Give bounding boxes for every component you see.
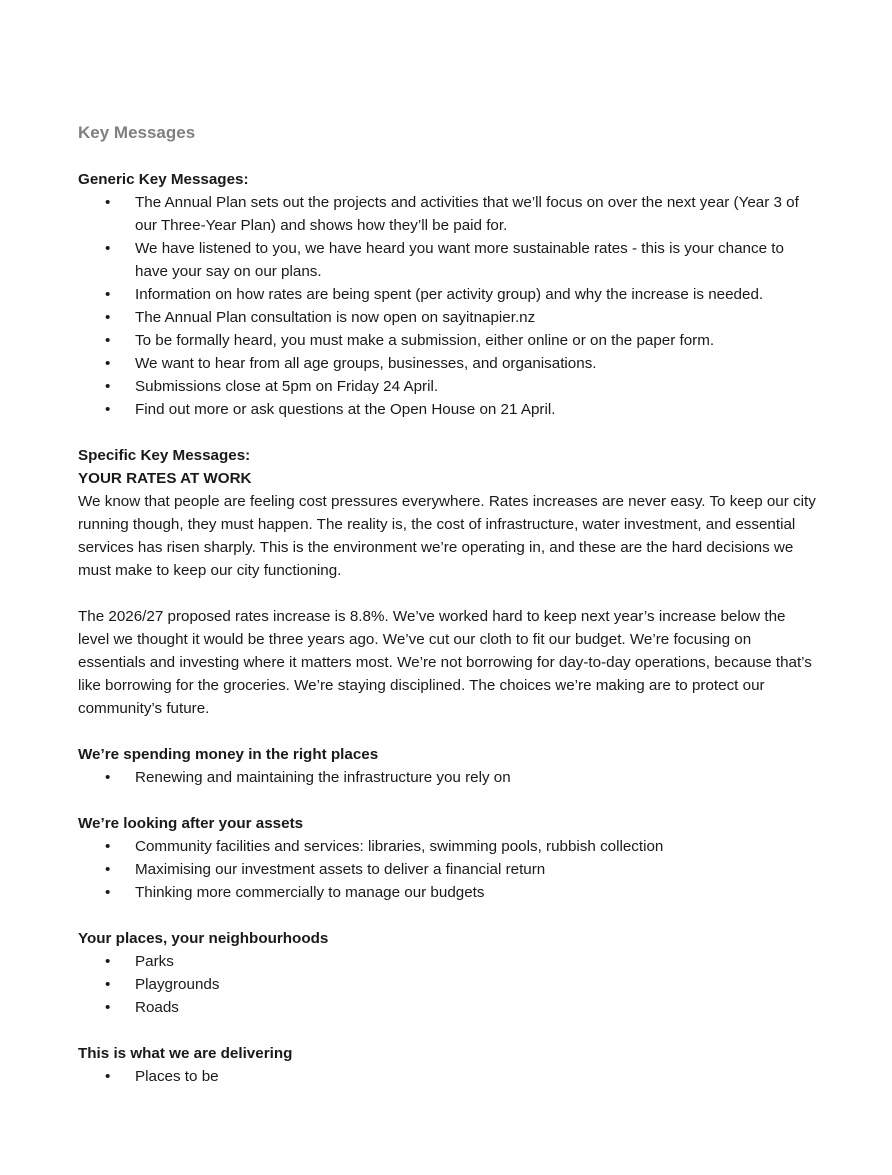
bullet-icon: • (105, 286, 111, 303)
list-item-text: We have listened to you, we have heard you want more sustainable rates - this is your chance to have your say on our plans. (135, 240, 784, 280)
spacer (78, 1019, 818, 1042)
list-item (78, 329, 818, 352)
list-item (78, 996, 818, 1019)
list-item-text: Submissions close at 5pm on Friday 24 April. (135, 378, 439, 395)
rates-at-work-paragraph-2: The 2026/27 proposed rates increase is 8.8%. We’ve worked hard to keep next year’s increase below the level we thought it would be three years ago. We’ve cut our cloth to fit our budget. We’re focusing on essentials and investing where it matters most. We’re not borrowing for day-to-day operations, because that’s like borrowing for the groceries. We’re staying disciplined. The choices we’re making are to protect our community’s future. (78, 608, 812, 717)
list-item (78, 375, 818, 398)
list-item (78, 766, 818, 789)
list-item (78, 237, 818, 283)
spending-section (78, 743, 818, 789)
list-item-text: Places to be (135, 1068, 219, 1085)
list-item-text: Find out more or ask questions at the Open House on 21 April. (135, 401, 556, 418)
list-item (78, 1065, 818, 1088)
list-item (78, 191, 818, 237)
bullet-icon: • (105, 194, 111, 211)
bullet-icon: • (105, 769, 111, 786)
delivering-list (78, 1065, 818, 1088)
list-item (78, 950, 818, 973)
generic-key-messages-section (78, 168, 818, 421)
bullet-icon: • (105, 1068, 111, 1085)
list-item-text: Thinking more commercially to manage our budgets (135, 884, 485, 901)
document-title: Key Messages (78, 123, 196, 142)
bullet-icon: • (105, 838, 111, 855)
bullet-icon: • (105, 355, 111, 372)
document-content (78, 168, 818, 1088)
list-item-text: The Annual Plan sets out the projects and activities that we’ll focus on over the next year (Year 3 of our Three-Year Plan) and shows how they’ll be paid for. (135, 194, 799, 234)
generic-key-messages-list (78, 191, 818, 421)
list-item (78, 881, 818, 904)
generic-key-messages-heading: Generic Key Messages: (78, 171, 249, 188)
list-item (78, 835, 818, 858)
places-list (78, 950, 818, 1019)
specific-key-messages-heading: Specific Key Messages: (78, 447, 251, 464)
list-item (78, 973, 818, 996)
list-item (78, 352, 818, 375)
list-item (78, 858, 818, 881)
list-item-text: Roads (135, 999, 179, 1016)
spending-heading: We’re spending money in the right places (78, 746, 379, 763)
list-item-text: Playgrounds (135, 976, 220, 993)
list-item-text: Parks (135, 953, 174, 970)
spacer (78, 582, 818, 605)
assets-section (78, 812, 818, 904)
list-item (78, 283, 818, 306)
rates-at-work-heading: YOUR RATES AT WORK (78, 470, 252, 487)
spending-list (78, 766, 818, 789)
assets-heading: We’re looking after your assets (78, 815, 304, 832)
list-item (78, 398, 818, 421)
list-item-text: The Annual Plan consultation is now open on sayitnapier.nz (135, 309, 536, 326)
assets-list (78, 835, 818, 904)
rates-at-work-paragraph-1: We know that people are feeling cost pressures everywhere. Rates increases are never easy. To keep our city running though, they must happen. The reality is, the cost of infrastructure, water investment, and essential services has risen sharply. This is the environment we’re operating in, and these are the hard decisions we must make to keep our city functioning. (78, 493, 816, 579)
list-item-text: We want to hear from all age groups, businesses, and organisations. (135, 355, 597, 372)
spacer (78, 789, 818, 812)
bullet-icon: • (105, 953, 111, 970)
list-item-text: Community facilities and services: libraries, swimming pools, rubbish collection (135, 838, 664, 855)
bullet-icon: • (105, 332, 111, 349)
bullet-icon: • (105, 976, 111, 993)
list-item (78, 306, 818, 329)
list-item-text: To be formally heard, you must make a submission, either online or on the paper form. (135, 332, 715, 349)
bullet-icon: • (105, 378, 111, 395)
spacer (78, 421, 818, 444)
spacer (78, 904, 818, 927)
delivering-section (78, 1042, 818, 1088)
bullet-icon: • (105, 999, 111, 1016)
bullet-icon: • (105, 309, 111, 326)
spacer (78, 720, 818, 743)
bullet-icon: • (105, 240, 111, 257)
places-heading: Your places, your neighbourhoods (78, 930, 329, 947)
list-item-text: Renewing and maintaining the infrastructure you rely on (135, 769, 511, 786)
list-item-text: Maximising our investment assets to deliver a financial return (135, 861, 546, 878)
bullet-icon: • (105, 861, 111, 878)
bullet-icon: • (105, 401, 111, 418)
places-section (78, 927, 818, 1019)
list-item-text: Information on how rates are being spent (per activity group) and why the increase is needed. (135, 286, 764, 303)
specific-key-messages-section (78, 444, 818, 720)
delivering-heading: This is what we are delivering (78, 1045, 293, 1062)
bullet-icon: • (105, 884, 111, 901)
